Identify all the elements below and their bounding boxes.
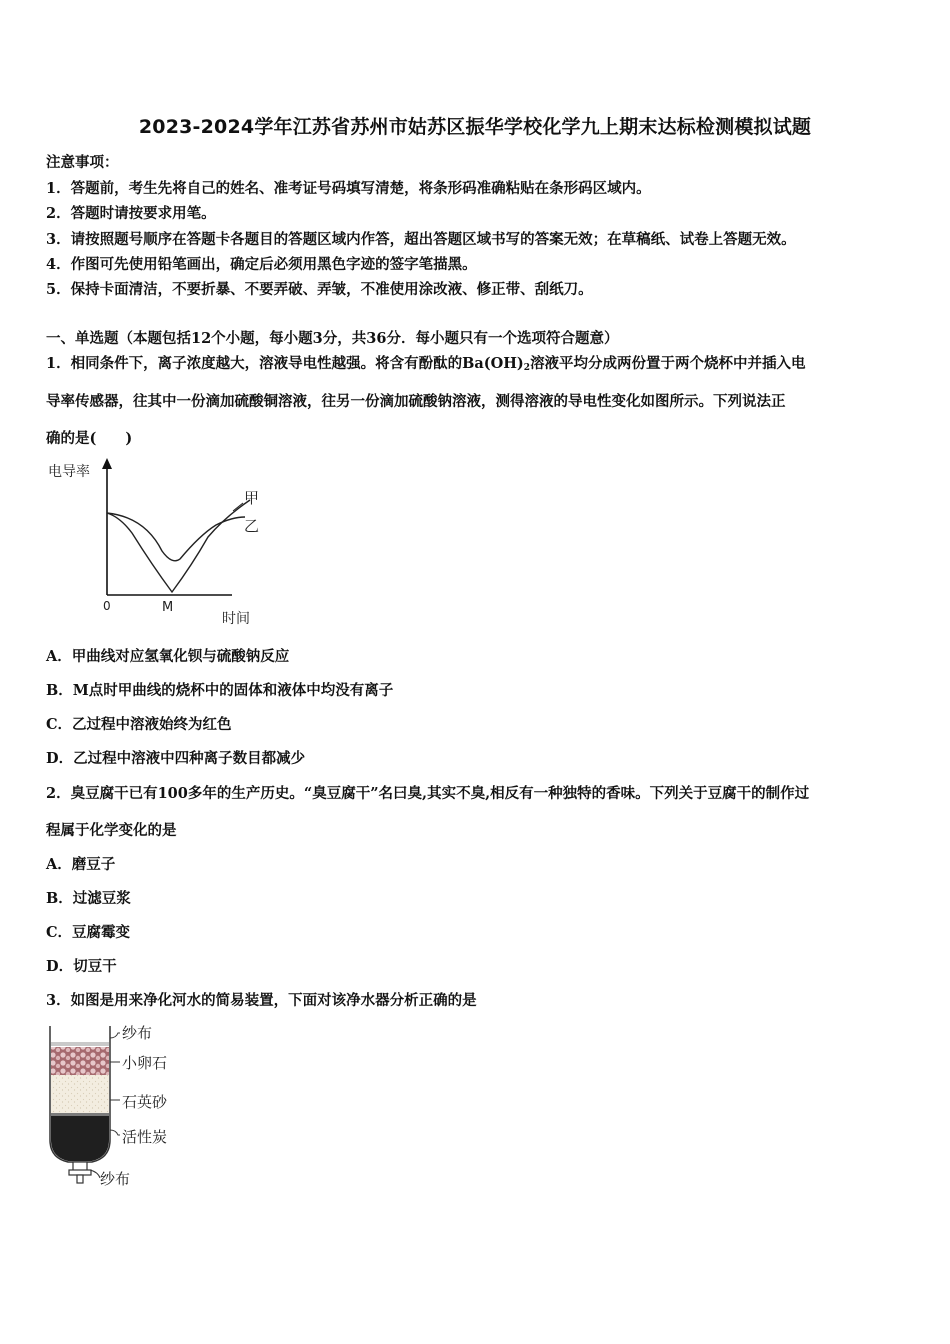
option: C．豆腐霉变	[46, 924, 131, 941]
option: D．乙过程中溶液中四种离子数目都减少	[46, 750, 306, 767]
option: B．过滤豆浆	[46, 890, 131, 907]
label-quartz-sand: 石英砂	[122, 1093, 168, 1111]
section-heading: 一、单选题（本题包括12个小题，每小题3分，共36分．每小题只有一个选项符合题意）	[46, 330, 619, 347]
question-2-text: 2．臭豆腐干已有100多年的生产历史。“臭豆腐干”名曰臭,其实不臭,相反有一种独特的香味。下列关于豆腐干的制作过	[46, 785, 810, 802]
question-1-text: 1．相同条件下，离子浓度越大，溶液导电性越强。将含有酚酞的$Ba(OH)_2$溶液平均分成两份置于两个烧杯中并插入电	[46, 355, 806, 373]
option: D．切豆干	[46, 958, 117, 975]
origin-label: 0	[103, 599, 111, 613]
m-point-label: M	[162, 600, 174, 615]
curve-jia	[107, 500, 250, 592]
x-axis-label: 时间	[222, 611, 250, 627]
page-title: 2023-2024学年江苏省苏州市姑苏区振华学校化学九上期末达标检测模拟试题	[138, 116, 812, 138]
label-pebbles: 小卵石	[122, 1054, 168, 1072]
curve-yi-label: 乙	[244, 517, 260, 535]
notice-heading: 注意事项：	[46, 154, 119, 171]
notice-item: 2．答题时请按要求用笔。	[46, 205, 216, 222]
notice-item: 4．作图可先使用铅笔画出，确定后必须用黑色字迹的签字笔描黑。	[46, 256, 477, 273]
water-filter-figure	[40, 1020, 200, 1192]
label-gauze-top: 纱布	[122, 1024, 153, 1042]
notice-item: 5．保持卡面清洁，不要折暴、不要弄破、弄皱，不准使用涂改液、修正带、刮纸刀。	[46, 281, 593, 298]
notice-item: 3．请按照题号顺序在答题卡各题目的答题区域内作答，超出答题区域书写的答案无效；在草稿纸、试卷上答题无效。	[46, 231, 796, 248]
label-activated-carbon: 活性炭	[122, 1128, 168, 1146]
y-axis-label: 电导率	[48, 464, 90, 480]
label-gauze-bottom: 纱布	[100, 1170, 131, 1188]
question-2-text: 程属于化学变化的是	[46, 822, 177, 839]
question-3-text: 3．如图是用来净化河水的简易装置，下面对该净水器分析正确的是	[46, 992, 477, 1009]
question-1-text: 确的是( )	[46, 430, 133, 447]
conductivity-graph	[40, 455, 280, 630]
option: B．M点时甲曲线的烧杯中的固体和液体中均没有离子	[46, 682, 394, 699]
question-1-text: 导率传感器，往其中一份滴加硫酸铜溶液，往另一份滴加硫酸钠溶液，测得溶液的导电性变化如图所示。下列说法正	[46, 393, 786, 410]
curve-jia-label: 甲	[244, 489, 260, 507]
option: A．磨豆子	[46, 856, 116, 873]
notice-item: 1．答题前，考生先将自己的姓名、准考证号码填写清楚，将条形码准确粘贴在条形码区域内。	[46, 180, 651, 197]
option: C．乙过程中溶液始终为红色	[46, 716, 232, 733]
option: A．甲曲线对应氢氧化钡与硫酸钠反应	[46, 648, 290, 665]
